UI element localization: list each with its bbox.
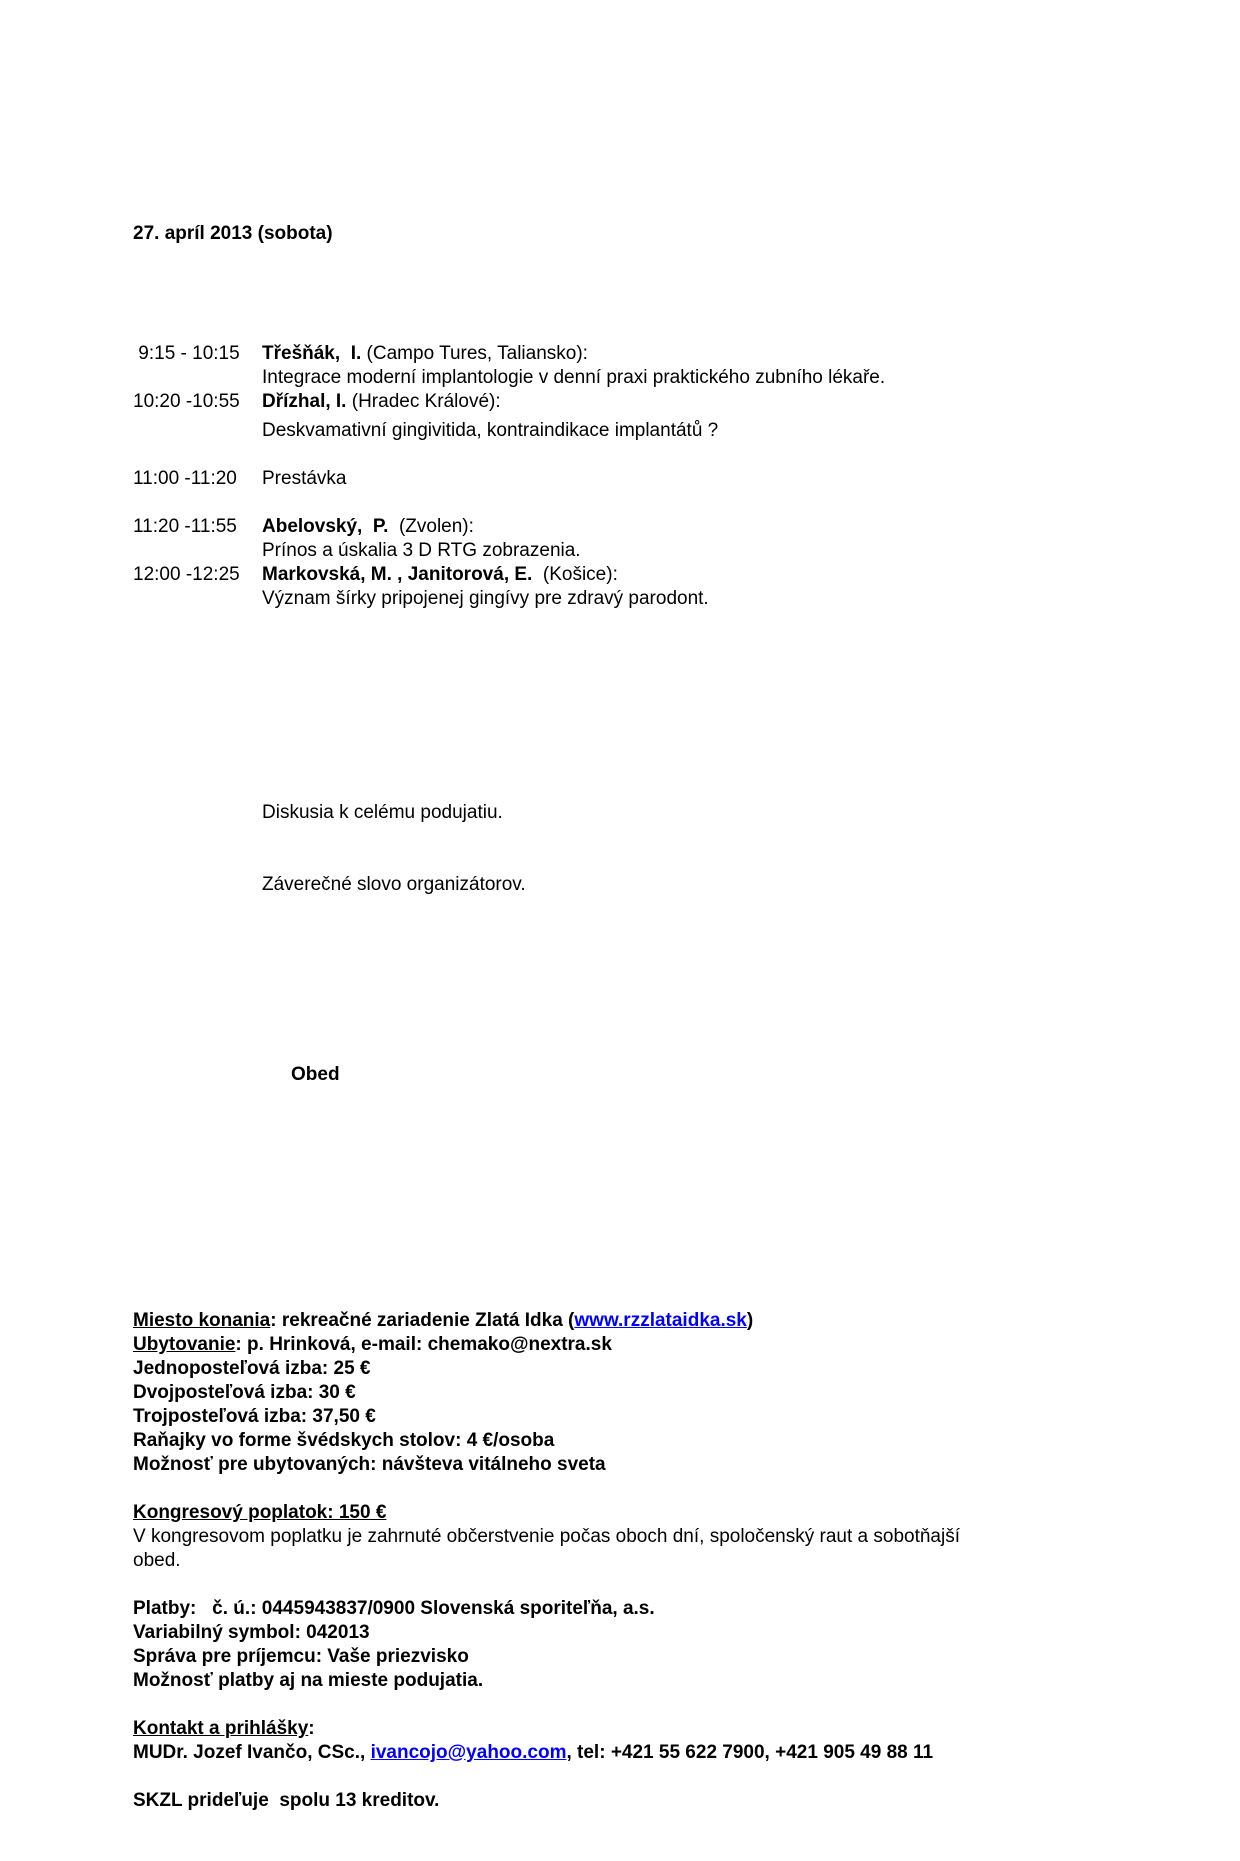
schedule-entry bbox=[262, 342, 1107, 390]
email-link[interactable]: ivancojo@yahoo.com bbox=[370, 1742, 567, 1763]
text-run: V kongresovom poplatku je zahrnuté občerstvenie počas oboch dní, spoločenský raut a sobotňajší bbox=[133, 1526, 961, 1547]
schedule-time: 11:00 -11:20 bbox=[133, 468, 237, 489]
info-line bbox=[133, 1549, 1107, 1573]
text-run: Možnosť platby aj na mieste podujatia. bbox=[133, 1670, 484, 1691]
text-run: Dvojposteľová izba: 30 € bbox=[133, 1382, 356, 1403]
info-line bbox=[133, 1789, 1107, 1813]
text-run: : rekreačné zariadenie Zlatá Idka ( bbox=[270, 1310, 575, 1331]
info-line bbox=[133, 1645, 1107, 1669]
info-block-payment bbox=[133, 1597, 1107, 1693]
text-run: : bbox=[308, 1718, 315, 1739]
closing-line-discussion: Diskusia k celému podujatiu. bbox=[262, 802, 503, 823]
schedule-time: 9:15 - 10:15 bbox=[133, 343, 240, 364]
speaker-affiliation: (Košice): bbox=[532, 564, 618, 585]
info-section bbox=[133, 1309, 1107, 1813]
info-line bbox=[133, 1381, 1107, 1405]
talk-title-line bbox=[262, 390, 1107, 414]
schedule-entry bbox=[262, 563, 1107, 611]
talk-title-line bbox=[262, 467, 1107, 491]
info-line bbox=[133, 1453, 1107, 1477]
text-run: : p. Hrinková, e-mail: chemako@nextra.sk bbox=[235, 1334, 612, 1355]
speaker-affiliation: (Zvolen): bbox=[388, 516, 474, 537]
lunch-label: Obed bbox=[291, 1064, 340, 1085]
text-run: Raňajky vo forme švédskych stolov: 4 €/osoba bbox=[133, 1430, 555, 1451]
text-run: Kontakt a prihlášky bbox=[133, 1718, 309, 1739]
speaker-name: Markovská, M. , Janitorová, E. bbox=[262, 564, 533, 585]
info-line bbox=[133, 1405, 1107, 1429]
text-run: SKZL prideľuje spolu 13 kreditov. bbox=[133, 1790, 440, 1811]
talk-title-line bbox=[262, 342, 1107, 366]
info-line bbox=[133, 1309, 1107, 1333]
info-block-congress-fee bbox=[133, 1501, 1107, 1573]
info-line bbox=[133, 1669, 1107, 1693]
text-run: Správa pre príjemcu: Vaše priezvisko bbox=[133, 1646, 469, 1667]
schedule-time: 11:20 -11:55 bbox=[133, 516, 237, 537]
closing-section bbox=[262, 753, 1107, 945]
schedule-entry bbox=[262, 390, 1107, 443]
info-line bbox=[133, 1621, 1107, 1645]
closing-line-final-word: Záverečné slovo organizátorov. bbox=[262, 874, 526, 895]
speaker-affiliation: (Hradec Králové): bbox=[346, 391, 501, 412]
info-line bbox=[133, 1357, 1107, 1381]
info-line bbox=[133, 1501, 1107, 1525]
text-run: , tel: +421 55 622 7900, +421 905 49 88 11 bbox=[566, 1742, 934, 1763]
talk-description: Integrace moderní implantologie v denní praxi praktického zubního lékaře. bbox=[262, 367, 886, 388]
talk-title-line bbox=[262, 563, 1107, 587]
text-run: Ubytovanie bbox=[133, 1334, 236, 1355]
text-run: Platby: č. ú.: 0445943837/0900 Slovenská sporiteľňa, a.s. bbox=[133, 1598, 655, 1619]
speaker-affiliation: (Campo Tures, Taliansko): bbox=[361, 343, 588, 364]
schedule-row bbox=[133, 390, 1107, 443]
info-line bbox=[133, 1525, 1107, 1549]
info-line bbox=[133, 1333, 1107, 1357]
talk-description: Význam šírky pripojenej gingívy pre zdravý parodont. bbox=[262, 588, 709, 609]
talk-description: Prínos a úskalia 3 D RTG zobrazenia. bbox=[262, 540, 581, 561]
text-run: obed. bbox=[133, 1550, 181, 1571]
text-run: Variabilný symbol: 042013 bbox=[133, 1622, 370, 1643]
text-run: Jednoposteľová izba: 25 € bbox=[133, 1358, 371, 1379]
speaker-name: Abelovský, P. bbox=[262, 516, 389, 537]
schedule-entry bbox=[262, 467, 1107, 491]
text-run: Miesto konania bbox=[133, 1310, 271, 1331]
schedule-row bbox=[133, 563, 1107, 611]
info-block-contact bbox=[133, 1717, 1107, 1765]
schedule-time: 12:00 -12:25 bbox=[133, 564, 240, 585]
schedule-row bbox=[133, 342, 1107, 390]
schedule-item-label: Prestávka bbox=[262, 468, 347, 489]
talk-description: Deskvamativní gingivitida, kontraindikace implantátů ? bbox=[262, 420, 719, 441]
website-link[interactable]: www.rzzlataidka.sk bbox=[574, 1310, 747, 1331]
speaker-name: Třešňák, I. bbox=[262, 343, 362, 364]
talk-title-line bbox=[262, 515, 1107, 539]
speaker-name: Dřízhal, I. bbox=[262, 391, 347, 412]
info-line bbox=[133, 1717, 1107, 1741]
text-run: Trojposteľová izba: 37,50 € bbox=[133, 1406, 376, 1427]
schedule-section bbox=[133, 342, 1107, 611]
info-block-credits bbox=[133, 1789, 1107, 1813]
info-line bbox=[133, 1741, 1107, 1765]
text-run: Možnosť pre ubytovaných: návšteva vitálneho sveta bbox=[133, 1454, 606, 1475]
info-block-venue-accommodation bbox=[133, 1309, 1107, 1477]
date-heading: 27. apríl 2013 (sobota) bbox=[133, 223, 333, 244]
info-line bbox=[133, 1429, 1107, 1453]
schedule-time: 10:20 -10:55 bbox=[133, 391, 240, 412]
schedule-entry bbox=[262, 515, 1107, 563]
text-run: ) bbox=[746, 1310, 754, 1331]
schedule-row bbox=[133, 467, 1107, 491]
text-run: MUDr. Jozef Ivančo, CSc., bbox=[133, 1742, 371, 1763]
text-run: Kongresový poplatok: 150 € bbox=[133, 1502, 387, 1523]
info-line bbox=[133, 1597, 1107, 1621]
schedule-row bbox=[133, 515, 1107, 563]
